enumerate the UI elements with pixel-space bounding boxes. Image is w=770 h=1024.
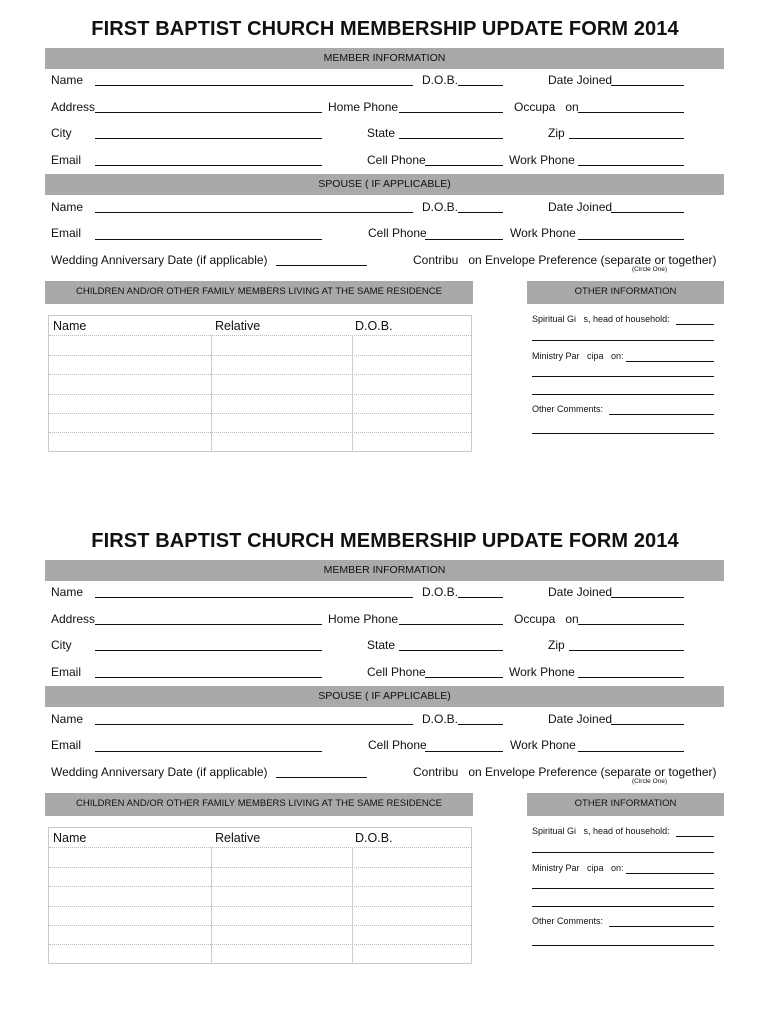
spiritual-gifts-field-2[interactable] (532, 852, 714, 853)
member-email-label: Email (51, 153, 82, 167)
member-occupation-label: Occupa on (514, 100, 579, 114)
table-row-divider (49, 413, 471, 414)
spouse-email-label: Email (51, 738, 82, 752)
children-table (48, 315, 472, 452)
member-date-joined-field[interactable] (611, 85, 684, 86)
spouse-date-joined-field[interactable] (611, 724, 684, 725)
member-occupation-label: Occupa on (514, 612, 579, 626)
member-name-label: Name (51, 73, 84, 87)
spouse-name-field[interactable] (95, 212, 413, 213)
table-row-divider (49, 867, 471, 868)
circle-one-note: (Circle One) (632, 266, 668, 273)
ministry-participation-field-3[interactable] (532, 394, 714, 395)
wedding-anniversary-field[interactable] (276, 265, 367, 266)
ministry-participation-field-2[interactable] (532, 888, 714, 889)
member-address-label: Address (51, 612, 96, 626)
member-email-field[interactable] (95, 165, 322, 166)
member-state-label: State (367, 638, 396, 652)
member-city-label: City (51, 126, 72, 140)
spouse-date-joined-label: Date Joined (548, 712, 613, 726)
spouse-email-field[interactable] (95, 751, 322, 752)
table-row-divider (49, 886, 471, 887)
spouse-date-joined-label: Date Joined (548, 200, 613, 214)
member-city-label: City (51, 638, 72, 652)
member-work-phone-label: Work Phone (509, 153, 575, 167)
table-row-divider (49, 374, 471, 375)
spouse-email-field[interactable] (95, 239, 322, 240)
spiritual-gifts-field-2[interactable] (532, 340, 714, 341)
children-col-relative: Relative (215, 831, 261, 845)
spouse-dob-label: D.O.B. (422, 712, 459, 726)
member-work-phone-field[interactable] (578, 165, 684, 166)
member-state-field[interactable] (399, 650, 503, 651)
member-zip-field[interactable] (569, 650, 684, 651)
member-cell-phone-label: Cell Phone (367, 153, 426, 167)
member-city-field[interactable] (95, 650, 322, 651)
member-dob-label: D.O.B. (422, 73, 459, 87)
member-info-header: MEMBER INFORMATION (45, 48, 724, 69)
ministry-participation-field-2[interactable] (532, 376, 714, 377)
member-zip-label: Zip (548, 126, 565, 140)
member-dob-field[interactable] (458, 597, 503, 598)
children-col-dob: D.O.B. (355, 319, 393, 333)
spouse-work-phone-field[interactable] (578, 751, 684, 752)
table-row-divider (49, 394, 471, 395)
member-info-header: MEMBER INFORMATION (45, 560, 724, 581)
spouse-work-phone-field[interactable] (578, 239, 684, 240)
form-title: FIRST BAPTIST CHURCH MEMBERSHIP UPDATE FORM 2014 (91, 530, 679, 552)
member-name-field[interactable] (95, 85, 413, 86)
ministry-participation-label: Ministry Par cipa on: (532, 351, 624, 361)
ministry-participation-field-3[interactable] (532, 906, 714, 907)
spouse-cell-phone-label: Cell Phone (368, 226, 427, 240)
table-col-divider (211, 335, 212, 451)
spouse-header: SPOUSE ( IF APPLICABLE) (45, 686, 724, 707)
other-comments-field-2[interactable] (532, 433, 714, 434)
member-state-label: State (367, 126, 396, 140)
children-col-dob: D.O.B. (355, 831, 393, 845)
children-col-name: Name (53, 831, 87, 845)
children-header: CHILDREN AND/OR OTHER FAMILY MEMBERS LIVING AT THE SAME RESIDENCE (45, 281, 473, 304)
other-comments-label: Other Comments: (532, 404, 604, 414)
member-date-joined-field[interactable] (611, 597, 684, 598)
member-address-field[interactable] (95, 624, 322, 625)
spouse-work-phone-label: Work Phone (510, 738, 576, 752)
member-home-phone-field[interactable] (399, 624, 503, 625)
other-comments-field-2[interactable] (532, 945, 714, 946)
other-comments-label: Other Comments: (532, 916, 604, 926)
member-home-phone-label: Home Phone (328, 100, 399, 114)
table-row-divider (49, 944, 471, 945)
table-row-divider (49, 906, 471, 907)
spouse-header: SPOUSE ( IF APPLICABLE) (45, 174, 724, 195)
member-work-phone-label: Work Phone (509, 665, 575, 679)
spouse-cell-phone-field[interactable] (425, 239, 503, 240)
table-row-divider (49, 355, 471, 356)
member-address-label: Address (51, 100, 96, 114)
circle-one-note: (Circle One) (632, 778, 668, 785)
member-home-phone-field[interactable] (399, 112, 503, 113)
spouse-dob-field[interactable] (458, 724, 503, 725)
member-email-field[interactable] (95, 677, 322, 678)
member-date-joined-label: Date Joined (548, 585, 613, 599)
spouse-work-phone-label: Work Phone (510, 226, 576, 240)
table-col-divider (352, 847, 353, 963)
envelope-preference-label: Contribu on Envelope Preference (separate or together) (413, 765, 717, 779)
form-title: FIRST BAPTIST CHURCH MEMBERSHIP UPDATE FORM 2014 (91, 18, 679, 40)
membership-form-2 (0, 512, 770, 1024)
children-table-header (49, 828, 471, 847)
other-info-header: OTHER INFORMATION (527, 281, 724, 304)
member-state-field[interactable] (399, 138, 503, 139)
other-comments-field[interactable] (609, 926, 714, 927)
children-header: CHILDREN AND/OR OTHER FAMILY MEMBERS LIVING AT THE SAME RESIDENCE (45, 793, 473, 816)
ministry-participation-field[interactable] (626, 361, 714, 362)
envelope-preference-label: Contribu on Envelope Preference (separate or together) (413, 253, 717, 267)
spouse-cell-phone-label: Cell Phone (368, 738, 427, 752)
table-col-divider (352, 335, 353, 451)
member-dob-label: D.O.B. (422, 585, 459, 599)
children-col-relative: Relative (215, 319, 261, 333)
member-cell-phone-field[interactable] (425, 677, 503, 678)
children-table (48, 827, 472, 964)
spouse-date-joined-field[interactable] (611, 212, 684, 213)
table-row-divider (49, 925, 471, 926)
ministry-participation-label: Ministry Par cipa on: (532, 863, 624, 873)
other-info-header: OTHER INFORMATION (527, 793, 724, 816)
member-cell-phone-label: Cell Phone (367, 665, 426, 679)
children-table-header (49, 316, 471, 335)
spouse-dob-field[interactable] (458, 212, 503, 213)
member-date-joined-label: Date Joined (548, 73, 613, 87)
member-address-field[interactable] (95, 112, 322, 113)
member-email-label: Email (51, 665, 82, 679)
member-work-phone-field[interactable] (578, 677, 684, 678)
member-city-field[interactable] (95, 138, 322, 139)
member-dob-field[interactable] (458, 85, 503, 86)
spiritual-gifts-field[interactable] (676, 836, 714, 837)
spouse-dob-label: D.O.B. (422, 200, 459, 214)
wedding-anniversary-label: Wedding Anniversary Date (if applicable) (51, 253, 268, 267)
wedding-anniversary-field[interactable] (276, 777, 367, 778)
member-name-label: Name (51, 585, 84, 599)
wedding-anniversary-label: Wedding Anniversary Date (if applicable) (51, 765, 268, 779)
ministry-participation-field[interactable] (626, 873, 714, 874)
spouse-name-label: Name (51, 712, 84, 726)
spouse-name-label: Name (51, 200, 84, 214)
spiritual-gifts-label: Spiritual Gi s, head of household: (532, 826, 670, 836)
member-occupation-field[interactable] (578, 112, 684, 113)
member-occupation-field[interactable] (578, 624, 684, 625)
member-home-phone-label: Home Phone (328, 612, 399, 626)
member-cell-phone-field[interactable] (425, 165, 503, 166)
table-row-divider (49, 432, 471, 433)
table-col-divider (211, 847, 212, 963)
children-col-name: Name (53, 319, 87, 333)
member-zip-field[interactable] (569, 138, 684, 139)
member-name-field[interactable] (95, 597, 413, 598)
table-row-divider (49, 335, 471, 336)
spouse-cell-phone-field[interactable] (425, 751, 503, 752)
spiritual-gifts-label: Spiritual Gi s, head of household: (532, 314, 670, 324)
spouse-email-label: Email (51, 226, 82, 240)
spiritual-gifts-field[interactable] (676, 324, 714, 325)
table-row-divider (49, 847, 471, 848)
spouse-name-field[interactable] (95, 724, 413, 725)
other-comments-field[interactable] (609, 414, 714, 415)
member-zip-label: Zip (548, 638, 565, 652)
